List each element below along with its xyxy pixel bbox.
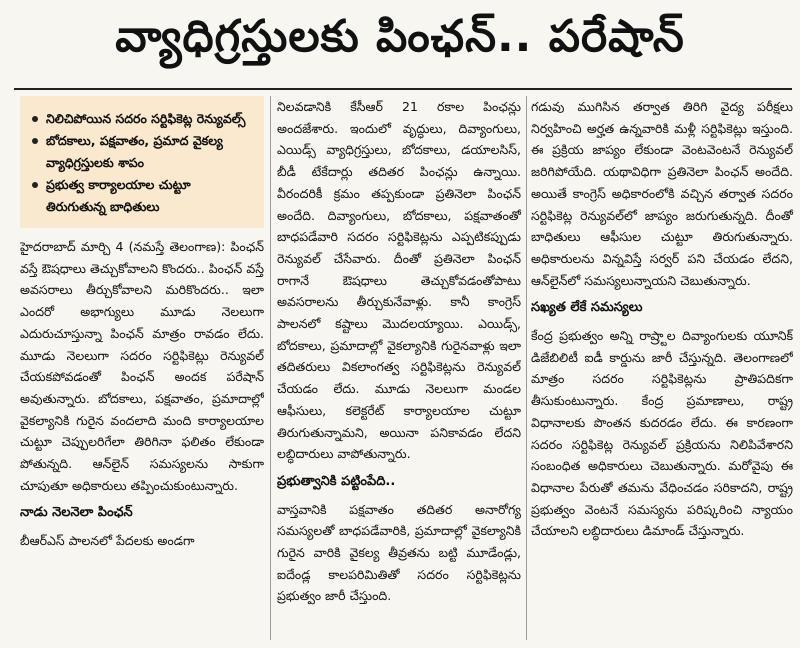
column-divider	[526, 96, 527, 640]
col3-body: గడువు ముగిసిన తర్వాత తిరిగి వైద్య పరీక్షలు నిర్వహించి అర్హత ఉన్నవారికి మళ్లీ సర్టిఫికెట్లు ఇస్తుంది. ఈ ప్రక్రియ జాప్యం లేకుండా వెంటవెంటనే రెన్యువల్‌ జరిగిపోయేది. యథావిధిగా ప్రతినెలా పింఛన్‌ అందేది. అయితే కాంగ్రెస్‌ అధికారంలోకి వచ్చిన తర్వాత సదరం సర్టిఫికెట్ల రెన్యువల్‌లో జాప్యం జరుగుతున్నది. దీంతో బాధితులు ఆఫీసుల చుట్టూ తిరుగుతున్నారు. అధికారులను విన్నవిస్తే సర్వర్‌ పని చేయడం లేదని, ఆన్‌లైన్‌లో సమస్యలున్నాయని చెబుతున్నారు.	[531, 99, 793, 288]
col2-tail: వాస్తవానికి పక్షవాతం తదితర అనారోగ్య సమస్యలతో బాధపడేవారికి, ప్రమాదాల్లో వైకల్యానికి గురైన వారికి వైకల్య తీవ్రతను బట్టి మూడేండ్లు, ఐదేండ్ల కాలపరిమితితో సదరం సర్టిఫికెట్లను ప్రభుత్వం జారీ చేస్తుంది.	[277, 501, 521, 604]
col2-subhead: ప్రభుత్వానికి పట్టింపేది..	[277, 473, 396, 489]
col2-body: నిలవడానికి కేసీఆర్‌ 21 రకాల పింఛన్లు అందజేశారు. ఇందులో వృద్ధులు, దివ్యాంగులు, ఎయిడ్స్‌ వ్యాధిగ్రస్తులు, బోదకాలు, డయాలసిస్‌, బీడీ టేకేదార్లు తదితర పింఛన్లు ఉన్నాయి. వీరందరికీ క్రమం తప్పకుండా ప్రతినెలా పింఛన్‌ అందేది. దివ్యాంగులు, బోదకాలు, పక్షవాతంతో బాధపడేవారి సదరం సర్టిఫికెట్లను ఎప్పటికప్పుడు రెన్యువల్‌ చేసేవారు. దీంతో ప్రతినెలా పింఛన్‌ రాగానే ఔషధాలు తెచ్చుకోవడంతోపాటు అవసరాలను తీర్చుకునేవాళ్లు. కానీ కాంగ్రెస్‌ పాలనలో కష్టాలు మొదలయ్యాయి. ఎయిడ్స్‌, బోదకాలు, ప్రమాదాల్లో వైకల్యానికి గురైనవాళ్లు ఇలా తదితరులు వికలాంగత్వ సర్టిఫికెట్లను రెన్యువల్‌ చేయడం లేదు. మూడు నెలలుగా మండల ఆఫీసులు, కలెక్టరేట్‌ కార్యాలయాల చుట్టూ తిరుగుతున్నామని, అయినా పనికావడం లేదని లబ్ధిదారులు వాపోతున్నారు.	[277, 99, 521, 462]
col3-subhead: సఖ్యత లేకే సమస్యలు	[531, 300, 643, 316]
column-1	[20, 96, 264, 642]
col1-tail: బీఆర్‌ఎస్‌ పాలనలో పేదలకు అండగా	[20, 533, 195, 549]
column-divider	[270, 96, 271, 640]
highlight-item: ప్రభుత్వ కార్యాలయాల చుట్టూ తిరుగుతున్న బాధితులు	[28, 174, 254, 218]
col1-intro: హైదరాబాద్‌ మార్చి 4 (నమస్తే తెలంగాణ): పింఛన్‌ వస్తే ఔషధాలు తెచ్చుకోవాలని కొందరు.. పింఛన్‌ వస్తే అవసరాలు తీర్చుకోవాలని మరికొందరు.. ఇలా ఎందరో అభాగ్యులు మూడు నెలలుగా ఎదురుచూస్తున్నా పింఛన్‌ మాత్రం రావడం లేదు. మూడు నెలలుగా సదరం సర్టిఫికెట్లు రెన్యువల్‌ చేయకపోవడంతో పింఛన్‌ అందక పరేషాన్‌ అవుతున్నారు. బోదకాలు, పక్షవాతం, ప్రమాదాల్లో వైకల్యానికి గురైన వందలాది మంది కార్యాలయాల చుట్టూ చెప్పులరిగేలా తిరిగినా ఫలితం లేకుండా పోతున్నది. ఆన్‌లైన్‌ సమస్యలను సాకుగా చూపుతూ అధికారులు తప్పించుకుంటున్నారు.	[20, 239, 264, 493]
headline: వ్యాధిగ్రస్తులకు పింఛన్.. పరేషాన్	[115, 11, 685, 62]
col1-subhead: నాడు నెలనెలా పింఛన్‌	[20, 505, 133, 521]
column-2	[277, 96, 521, 642]
bullet-icon	[32, 182, 38, 188]
bullet-icon	[32, 138, 38, 144]
column-3	[531, 96, 793, 642]
headline-rule	[14, 88, 792, 90]
bullet-icon	[32, 116, 38, 122]
highlight-item: బోదకాలు, పక్షవాతం, ప్రమాద వైకల్య వ్యాధిగ్రస్తులకు శాపం	[28, 130, 254, 174]
col3-tail: కేంద్ర ప్రభుత్వం అన్ని రాష్ర్టాల దివ్యాంగులకు యూనిక్‌ డిజేబిలిటీ ఐడీ కార్డును జారీ చేస్తున్నది. తెలంగాణలో మాత్రం సదరం సర్టిఫికెట్లను ప్రాతిపదికగా తీసుకుంటున్నారు. కేంద్ర ప్రమాణాలు, రాష్ట్ర విధానాలకు పొంతన కుదరడం లేదు. ఈ కారణంగా సదరం సర్టిఫికెట్ల రెన్యువల్‌ ప్రక్రియను నిలిపివేశారని సంబంధిత అధికారులు చెబుతున్నారు. మరోవైపు ఈ విధానాల పేరుతో తమను వేధించడం సరికాదని, రాష్ట్ర ప్రభుత్వం వెంటనే సమస్యను పరిష్కరించి న్యాయం చేయాలని లబ్ధిదారులు డిమాండ్‌ చేస్తున్నారు.	[531, 328, 793, 539]
highlight-item: నిలిచిపోయిన సదరం సర్టిఫికెట్ల రెన్యువల్స్	[28, 108, 254, 130]
highlights-box	[20, 96, 264, 228]
